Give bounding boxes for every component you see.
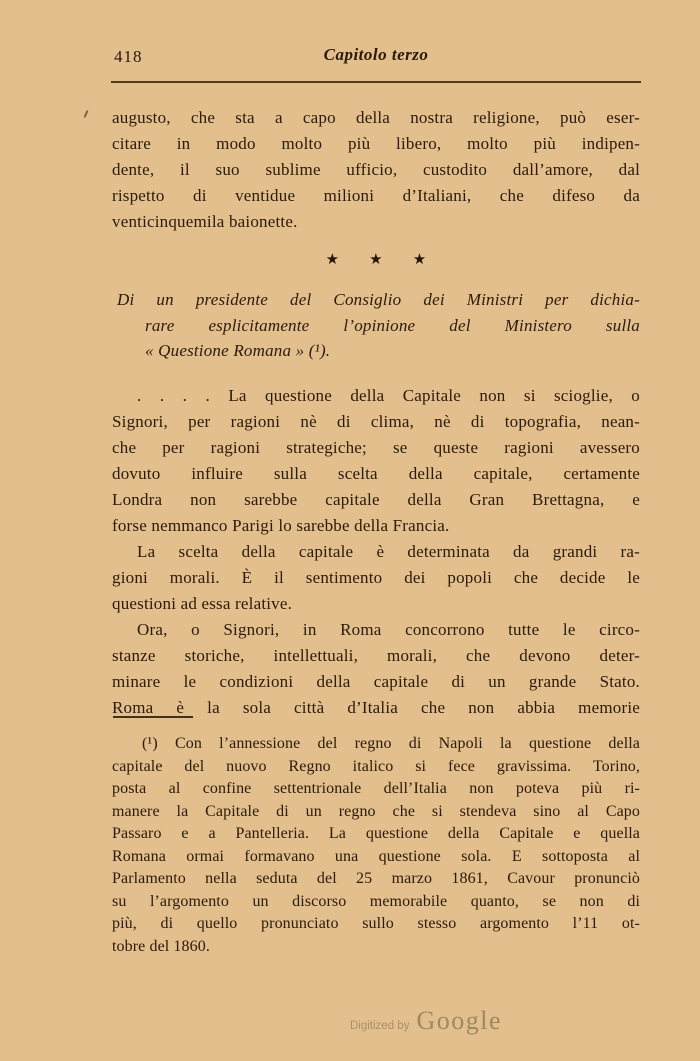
footnote <box>112 733 640 958</box>
paragraph-speech-2 <box>112 539 640 617</box>
paragraph-speech-3 <box>112 617 640 721</box>
text-line: rare esplicitamente l’opinione del Ministero sulla <box>145 315 640 335</box>
text-line: stanze storiche, intellettuali, morali, che devono deter- <box>112 645 640 665</box>
text-line: venticinquemila baionette. <box>112 212 298 231</box>
footnote-rule <box>113 716 193 718</box>
header-rule <box>111 81 641 83</box>
text-line: Passaro e a Pantelleria. La questione della Capitale e quella <box>112 825 640 842</box>
page-body <box>112 105 640 721</box>
text-line: Romana ormai formavano una questione sola. E sottoposta al <box>112 847 640 865</box>
text-line: su l’argomento un discorso memorabile quanto, se non di <box>112 892 640 910</box>
text-line: minare le condizioni della capitale di un grande Stato. <box>112 671 640 691</box>
paragraph-speech-1 <box>112 383 640 539</box>
google-logo: Google <box>416 1006 502 1035</box>
text-line: . . . . La questione della Capitale non si scioglie, o <box>137 385 640 405</box>
running-title: Capitolo terzo <box>323 45 429 64</box>
text-line: tobre del 1860. <box>112 937 210 955</box>
section-divider-stars: ★ ★ ★ <box>325 252 427 268</box>
text-line: dovuto influire sulla scelta della capitale, certamente <box>112 463 640 483</box>
text-line: gioni morali. È il sentimento dei popoli che decide le <box>112 567 640 587</box>
text-line: Londra non sarebbe capitale della Gran Brettagna, e <box>112 489 640 509</box>
text-line: dente, il suo sublime ufficio, custodito dall’amore, dal <box>112 160 640 179</box>
text-line: questioni ad essa relative. <box>112 593 293 613</box>
text-line: che per ragioni strategiche; se queste ragioni avessero <box>112 437 640 457</box>
text-line: Parlamento nella seduta del 25 marzo 1861, Cavour pronunciò <box>112 870 640 887</box>
text-line: citare in modo molto più libero, molto più indipen- <box>112 134 640 153</box>
running-head <box>112 45 640 69</box>
text-line: più, di quello pronunciato sullo stesso argomento l’11 ot- <box>112 915 640 932</box>
paragraph-continuation <box>112 105 640 235</box>
text-line: « Questione Romana » (¹). <box>145 341 331 360</box>
page-number: 418 <box>114 47 143 66</box>
text-line: capitale del nuovo Regno italico si fece gravissima. Torino, <box>112 757 640 775</box>
text-line: Ora, o Signori, in Roma concorrono tutte le circo- <box>137 619 640 639</box>
text-line: (¹) Con l’annessione del regno di Napoli la questione della <box>142 735 640 752</box>
section-heading <box>112 287 640 364</box>
text-line: Roma è la sola città d’Italia che non abbia memorie <box>112 697 640 717</box>
text-line: La scelta della capitale è determinata da grandi ra- <box>137 541 640 561</box>
text-line: rispetto di ventidue milioni d’Italiani, che difeso da <box>112 186 640 205</box>
text-line: Di un presidente del Consiglio dei Ministri per dichia- <box>117 290 640 309</box>
text-line: Signori, per ragioni nè di clima, nè di topografia, nean- <box>112 411 640 431</box>
text-line: manere la Capitale di un regno che si stendeva sino al Capo <box>112 802 640 820</box>
text-line: forse nemmanco Parigi lo sarebbe della Francia. <box>112 515 450 535</box>
text-line: posta al confine settentrionale dell’Italia non poteva più ri- <box>112 780 640 797</box>
google-watermark <box>350 1006 502 1036</box>
margin-speck <box>83 110 88 118</box>
digitized-by-label: Digitized by <box>350 1020 410 1032</box>
text-line: augusto, che sta a capo della nostra religione, può eser- <box>112 108 640 127</box>
